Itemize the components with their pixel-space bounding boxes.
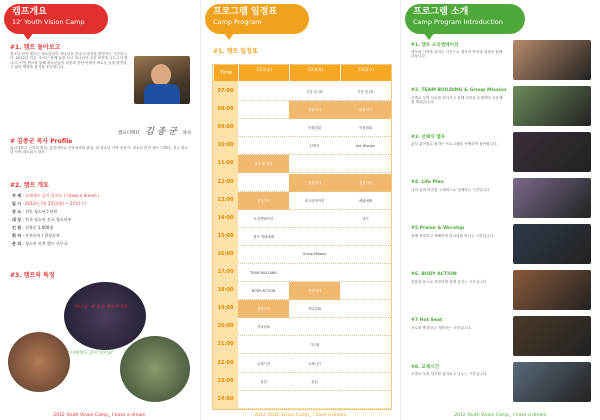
time-cell: 16:00 (217, 250, 234, 257)
schedule-cell: 아침식사 (289, 101, 340, 119)
schedule-cell: 저녁식사 (238, 300, 289, 318)
program-text: 조별로 모여 하루를 돌아보고 나누는 시간입니다. (411, 372, 488, 376)
schedule-cell: 폐회예배 (340, 192, 391, 210)
schedule-cell: 아침집회 (289, 119, 340, 137)
schedule-cell: 아침집회 (340, 119, 391, 137)
schedule-table (212, 64, 392, 410)
bubble-title: 프로그램 일정표 (213, 7, 277, 17)
program-photo (513, 362, 591, 402)
schedule-cell: 귀가 (340, 210, 391, 228)
program-text: 조별로 모여 서로를 알아가고 함께 미션을 수행하며 공동체를 세워갑니다. (411, 96, 503, 105)
schedule-cell (340, 336, 391, 354)
overview-row: 대 상 : 전국 청소년 전국 청소년부 (12, 217, 72, 222)
time-header: Time (213, 65, 238, 81)
profile-text: 총신대학교 신학과 졸업, 총신대학교 신학대학원 졸업, 현 청소년 사역 전문가, 청소년 비전 캠프 디렉터, 전국 청소년 사역 네트워크 대표 (10, 146, 188, 155)
schedule-cell (289, 210, 340, 228)
program-text: 나의 꿈과 비전을 구체적으로 설계하는 시간입니다. (411, 188, 491, 192)
program-title: #5 Praise & Worship (411, 226, 465, 231)
time-cell: 19:00 (217, 305, 234, 312)
schedule-cell: 접수 및 등록 (238, 155, 289, 173)
title-bubble (205, 4, 309, 34)
program-photo (513, 316, 591, 356)
schedule-cell: 저녁집회 (289, 300, 340, 318)
schedule-cell: 취침 (289, 373, 340, 391)
day-header: 7/24(화) (289, 65, 340, 81)
time-cell: 15:00 (217, 232, 234, 239)
program-title: #3. 선택식 캠프 (411, 135, 446, 140)
program-title: #7 Hot Seat (411, 318, 443, 323)
overview-row: 회 비 : 사전등록 / 현장등록 (12, 233, 60, 238)
time-cell: 11:00 (217, 160, 234, 167)
features-title: #3. 캠프의 특징 (10, 272, 55, 279)
time-cell: 12:00 (217, 178, 234, 185)
time-cell: 20:00 (217, 323, 234, 330)
time-cell: 17:00 (217, 269, 234, 275)
schedule-cell (340, 355, 391, 373)
time-cell: 24:00 (217, 395, 234, 402)
overview-row: 주 제 : 나에게도 꿈이 있어요 ( I have a dream ) (12, 193, 100, 198)
schedule-cell: 교제시간 (238, 355, 289, 373)
program-text: 함께 찬양하고 예배하며 하나님을 만나는 시간입니다. (411, 234, 495, 238)
program-photo (513, 132, 591, 172)
bubble-subtitle: Camp Program (213, 18, 262, 26)
schedule-cell (238, 174, 289, 192)
panel-camp-overview (0, 0, 199, 420)
panel-camp-schedule (200, 0, 400, 420)
time-cell: 08:00 (217, 106, 234, 113)
footer: 2012 Youth Vision Camp_ I have a dream (454, 413, 547, 418)
schedule-cell (340, 246, 391, 264)
schedule-cell: 교제시간 (289, 355, 340, 373)
schedule-cell: 기상 및 QT (340, 83, 391, 101)
schedule-cell (238, 83, 289, 101)
schedule-cell (238, 137, 289, 155)
schedule-cell (340, 228, 391, 246)
schedule-cell: 기도회 (289, 336, 340, 354)
time-cell: 18:00 (217, 287, 234, 294)
overview-list (12, 192, 188, 248)
schedule-cell: TEAM BUILDING (238, 264, 289, 282)
program-title: #6. BODY ACTION (411, 272, 457, 277)
section-title: #1. 캠프 돌아보고 (10, 44, 61, 51)
schedule-cell (340, 264, 391, 282)
schedule-cell (238, 336, 289, 354)
bubble-title: 프로그램 소개 (413, 7, 469, 17)
time-cell: 09:00 (217, 124, 234, 131)
schedule-cell (238, 119, 289, 137)
director-photo (134, 56, 190, 104)
time-cell: 22:00 (217, 359, 234, 366)
schedule-cell: 선택식 (289, 137, 340, 155)
program-photo (513, 178, 591, 218)
program-photo (513, 86, 591, 126)
bubble-subtitle: Camp Program Introduction (413, 18, 503, 26)
program-photo (513, 270, 591, 310)
schedule-cell: 기상 및 QT (289, 83, 340, 101)
schedule-cell (238, 101, 289, 119)
overview-row: 인 원 : 선착순 1,000명 (12, 225, 54, 230)
overview-row: 일 시 : 2012년 7월 23일(월) ~ 25일(수) (12, 201, 86, 206)
footer: 2012 Youth Vision Camp_ I have a dream (53, 413, 146, 418)
signature: 캠프디렉터 김 종 군 목사 (118, 127, 192, 137)
signature-name: 김 종 군 (145, 127, 177, 137)
schedule-cell (340, 391, 391, 409)
worship-photo (64, 282, 146, 350)
schedule-cell (238, 391, 289, 409)
title-bubble (4, 4, 108, 34)
schedule-cell (289, 264, 340, 282)
bubble-title: 캠프개요 (12, 7, 47, 17)
program-text: 캠프의 시작을 알리는 시간으로 캠프의 목적과 일정을 함께 나눕니다. (411, 50, 503, 59)
day-header: 7/23(월) (238, 65, 289, 81)
schedule-cell: 점심식사 (289, 174, 340, 192)
schedule-cell (340, 282, 391, 300)
program-title: #8. 교제시간 (411, 365, 440, 370)
program-photo (513, 40, 591, 80)
schedule-cell (238, 246, 289, 264)
schedule-cell: 점심식사 (340, 174, 391, 192)
program-photo (513, 224, 591, 264)
schedule-cell: 취침 (238, 373, 289, 391)
section-text: 청소년 비전 캠프는 청소년들이 하나님을 만나고 비전을 발견하는 시간입니다. 2012년 여름, 우리는 함께 꿈을 꾸고 하나님이 주신 비전을 나누고자 합니다. 이번 캠프를 통해 청소년들이 말씀과 찬양 안에서 새로운 꿈을 발견하고 삶의 방향을 찾기를 소망합니다. (10, 52, 128, 70)
time-cell: 10:00 (217, 142, 234, 149)
schedule-cell: BODY ACTION (238, 282, 289, 300)
footer: 2012 Youth Vision Camp_ I have a dream (254, 413, 347, 418)
time-cell: 14:00 (217, 214, 234, 221)
schedule-cell: Act Mission (340, 137, 391, 155)
panel-program-intro (400, 0, 600, 420)
schedule-cell: 오리엔테이션 (238, 210, 289, 228)
schedule-cell (289, 228, 340, 246)
schedule-cell: Group Mission (289, 246, 340, 264)
schedule-cell: 레크리에이션 (289, 192, 340, 210)
profile-title: # 김종군 목사 Profile (10, 138, 73, 145)
schedule-cell (340, 155, 391, 173)
title-bubble (405, 4, 525, 34)
schedule-cell: 캠프 개회예배 (238, 228, 289, 246)
schedule-cell: 점심식사 (238, 192, 289, 210)
time-cell: 13:00 (217, 196, 234, 203)
overview-row: 장 소 : 천안 청소년수련원 (12, 209, 58, 214)
youth-photo (8, 332, 70, 392)
schedule-cell: 저녁집회 (238, 318, 289, 336)
schedule-cell (340, 373, 391, 391)
section-title: #1. 캠프 일정표 (213, 48, 258, 55)
bubble-subtitle: 12' Youth Vision Camp (12, 18, 85, 26)
program-title: #2. TEAM BUILDING & Group Mission (411, 88, 507, 93)
schedule-cell (289, 318, 340, 336)
group-photo (120, 336, 190, 402)
schedule-cell (289, 155, 340, 173)
time-cell: 23:00 (217, 377, 234, 384)
overview-row: 문 의 : 청소년 비전 캠프 사무국 (12, 241, 68, 246)
day-header: 7/25(수) (340, 65, 391, 81)
time-cell: 07:00 (217, 88, 234, 94)
program-title: #4. Life Plan (411, 180, 444, 185)
quote-2: "나에게도 꿈이 있어요" (68, 351, 115, 356)
quote-1: 하나님, 제 꿈을 찾아주세요 (74, 305, 128, 310)
schedule-cell: 아침식사 (340, 101, 391, 119)
program-text: 서로를 축복하고 격려하는 시간입니다. (411, 326, 472, 330)
program-text: 말씀을 몸으로 표현하며 함께 즐기는 시간입니다. (411, 280, 488, 284)
schedule-cell (340, 318, 391, 336)
overview-title: #2. 캠프 개요 (10, 182, 49, 189)
time-cell: 21:00 (217, 341, 234, 348)
program-title: #1. 캠프 오리엔테이션 (411, 43, 459, 48)
program-text: 관심 분야별로 원하는 프로그램을 선택하여 참여합니다. (411, 142, 498, 146)
schedule-cell: 저녁식사 (289, 282, 340, 300)
schedule-cell (289, 391, 340, 409)
schedule-cell (340, 300, 391, 318)
